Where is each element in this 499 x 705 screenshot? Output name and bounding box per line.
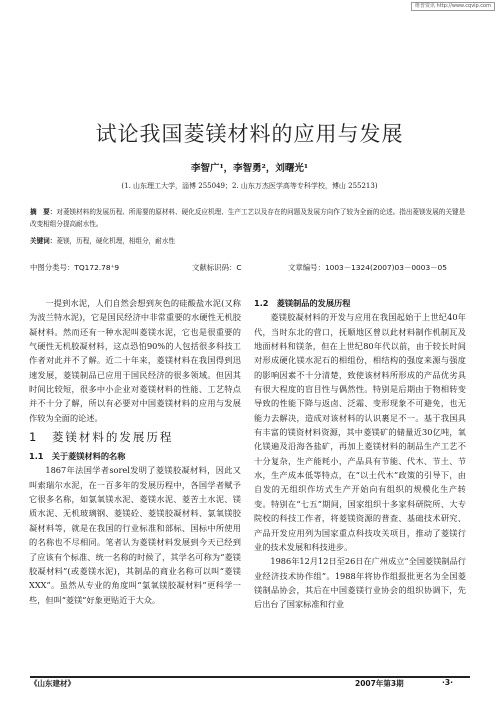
document-code: 文献标识码：C: [192, 263, 242, 272]
keywords-text: 菱镁，历程，硬化机理，相组分，耐水性: [56, 237, 176, 245]
issue-label: 2007年第3期: [355, 679, 404, 688]
right-column: [254, 296, 466, 612]
section-1-1-heading: 1.1 关于菱镁材料的名称: [29, 451, 126, 462]
section-1-1-paragraph: 1867年法国学者sorel发明了菱镁胶凝材料，因此又叫索瑞尔水泥，在一百多年的发展历程中，各国学者赋予它很多名称，如氯氧镁水泥、菱镁水泥、菱苦土水泥、镁质水泥、无机玻璃钢、菱镁砼、菱镁胶凝材料、氯氧镁胶凝材料等，就是在我国的行业标准和部标、国标中所使用的名称也不尽相同。笔者认为菱镁材料发展到今天已经到了应该有个标准、统一名称的时候了，其学名可称为“菱镁胶凝材料”(或菱镁水泥)，其制品的商业名称可以叫“菱镁XXX”。虽然从专业的角度叫“氯氧镁胶凝材料”更科学一些，但叫“菱镁”好象更贴近于大众。: [29, 465, 241, 605]
left-column: [29, 296, 241, 607]
watermark: 维普资讯 http://www.cqvip.com: [411, 2, 495, 11]
section-1-2-paragraph-a: 菱镁胶凝材料的开发与应用在我国起始于上世纪40年代，当时东北的营口，抚顺地区曾以此材料制作机制瓦及地面材料和镁条，但在上世纪80年代以前，由于较长时间对形成硬化镁水泥石的相组份，相结构的强度来源与强度的影响因素不十分清楚，致使该材料所形成的产品优劣具有很大程度的盲目性与偶然性。特别是后期由于物相转变导致的性能下降与返卤、泛霜、变形现象不可避免，也无能力去解决，造成对该材料的认识裹足不一。基于我国具有丰富的镁资材料资源，其中菱镁矿的储量近30亿吨，氧化镁遍及沿海各盐矿，再加上菱镁材料的制品生产工艺不十分复杂，生产能耗小，产品具有节能、代木、节土、节水，生产成本低等特点，在“以土代木”政策的引导下，由自发的无组织作坊式生产开始向有组织的规模化生产转变。特别在“七五”期间，国家组织十多家科研院所、大专院校的科技工作者，将菱镁资源的普查、基础技术研究、产品开发应用列为国家重点科技攻关项目，推动了菱镁行业的技术发展和科技进步。: [254, 312, 466, 552]
journal-name: 《山东建材》: [30, 679, 75, 688]
section-1-2-paragraph-b: 1986年12月12日至26日在广州成立“全国菱镁制品行业经济技术协作组”。1988年将协作组报批更名为全国菱镁制品协会，其后在中国菱镁行业协会的组织协调下，先后出台了国家标准和行业: [254, 556, 466, 610]
affiliation: (1. 山东理工大学，淄博 255049；2. 山东万杰医学高等专科学校，博山 255213): [121, 182, 378, 190]
abstract-text: 对菱镁材料的发展历程、所需要的原材料、硬化反应机理、生产工艺以及存在的问题及发展方向作了较为全面的论述。指出菱镁发展的关键是改变相组分提高耐水性。: [30, 208, 466, 228]
article-number: 文章编号：1003－1324(2007)03－0003－05: [288, 263, 447, 272]
clc-number: 中图分类号：TQ172.78⁺9: [30, 263, 120, 272]
authors: 李智广¹，李智勇²，刘曙光¹: [191, 163, 308, 174]
abstract-label: 摘 要：: [30, 208, 57, 216]
intro-paragraph: 一提到水泥，人们自然会想到灰色的硅酸盐水泥(又称为波兰特水泥)，它是国民经济中非常重要的水硬性无机胶凝材料。然而还有一种水泥叫菱镁水泥，它也是很重要的气硬性无机胶凝材料，这点恐怕90%的人包括很多科技工作者对此并不了解。近二十年来，菱镁材料在我国得到迅速发展，菱镁制品已应用于国民经济的很多领域。但因其时间比较短，很多中小企业对菱镁材料的性能、工艺特点并不十分了解，所以有必要对中国菱镁材料的应用与发展作较为全面的论述。: [29, 298, 241, 423]
keywords: [30, 235, 470, 245]
abstract: [30, 206, 470, 230]
keywords-label: 关键词：: [30, 237, 57, 245]
section-1-heading: 1 菱镁材料的发展历程: [29, 430, 174, 445]
section-1-2-heading: 1.2 菱镁制品的发展历程: [254, 298, 351, 308]
page-number: ·3·: [442, 678, 453, 687]
footer: [30, 678, 470, 690]
page-title: 试论我国菱镁材料的应用与发展: [95, 122, 404, 146]
